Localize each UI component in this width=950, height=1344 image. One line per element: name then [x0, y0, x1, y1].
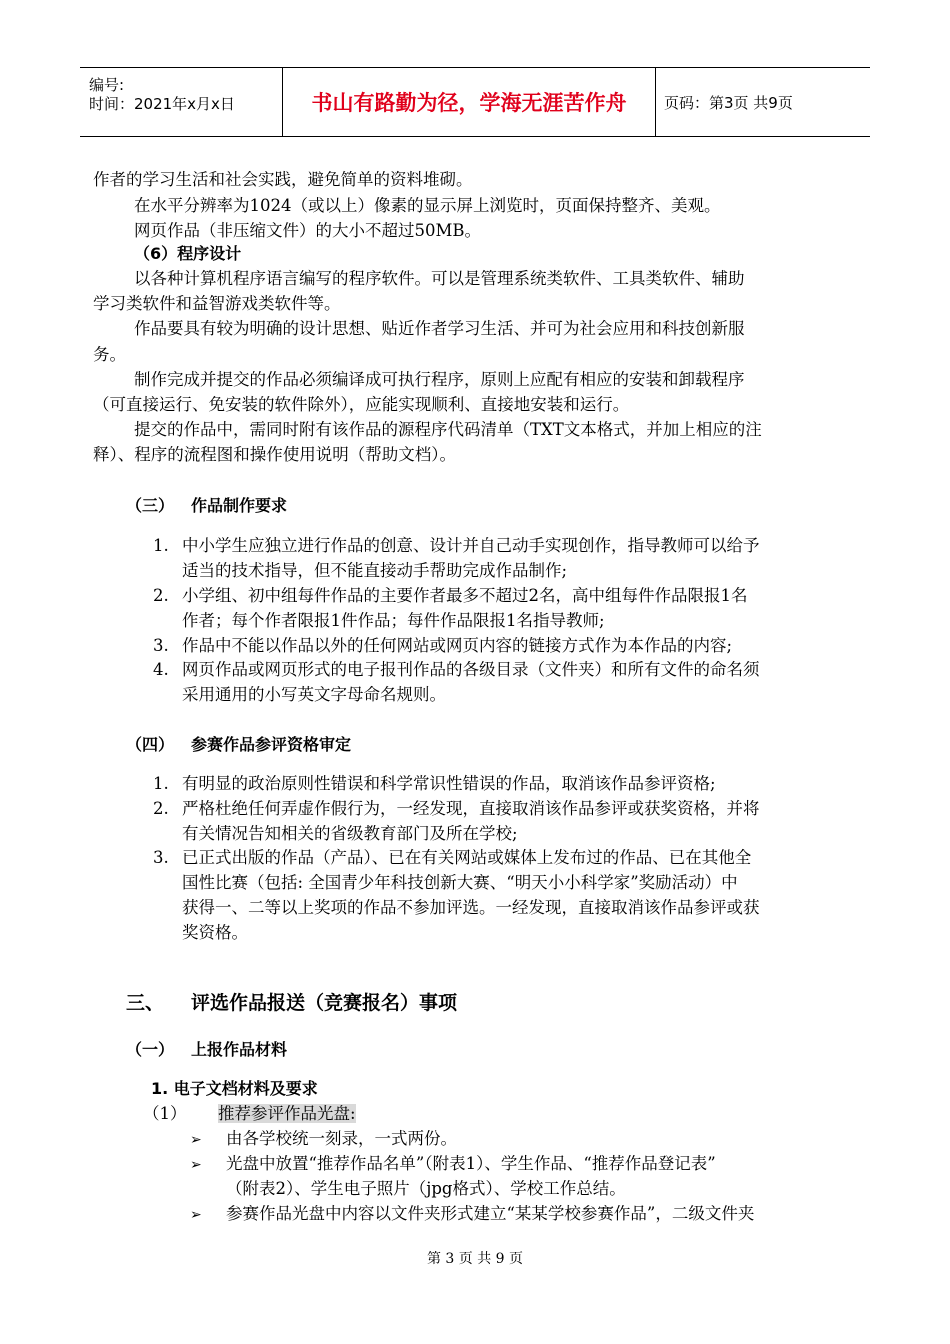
chapter-title: 评选作品报送（竞赛报名）事项 [191, 992, 458, 1014]
list-item: 严格杜绝任何弄虚作假行为，一经发现，直接取消该作品参评或获奖资格，并将 [182, 799, 760, 818]
section-number: （四） [126, 735, 175, 754]
list-item: 采用通用的小写英文字母命名规则。 [182, 685, 446, 704]
section-title: 作品制作要求 [191, 496, 288, 515]
bullet-item: 光盘中放置“推荐作品名单”（附表1）、学生作品、“推荐作品登记表” [226, 1154, 716, 1173]
page-header [80, 67, 870, 137]
chapter-number: 三、 [126, 992, 165, 1014]
list-item: 已正式出版的作品（产品）、已在有关网站或媒体上发布过的作品、已在其他全 [182, 848, 752, 867]
section-number: （三） [126, 496, 175, 515]
bullet-arrow-icon: ➢ [190, 1207, 202, 1223]
list-number: 3. [153, 848, 169, 867]
section-title: 上报作品材料 [191, 1040, 288, 1059]
paragraph: 作品要具有较为明确的设计思想、贴近作者学习生活、并可为社会应用和科技创新服 [134, 319, 745, 338]
list-item: 中小学生应独立进行作品的创意、设计并自己动手实现创作，指导教师可以给予 [182, 536, 760, 555]
item-number: （1） [143, 1104, 187, 1123]
header-page-info: 页码：第3页 共9页 [664, 93, 793, 112]
paragraph: （可直接运行、免安装的软件除外），应能实现顺利、直接地安装和运行。 [93, 395, 630, 414]
list-item: 获得一、二等以上奖项的作品不参加评选。一经发现，直接取消该作品参评或获 [182, 898, 760, 917]
list-item: 作者；每个作者限报1件作品；每件作品限报1名指导教师; [182, 611, 605, 630]
page-footer: 第 3 页 共 9 页 [426, 1251, 524, 1267]
bullet-item: 由各学校统一刻录，一式两份。 [226, 1129, 457, 1148]
paragraph: 学习类软件和益智游戏类软件等。 [93, 294, 341, 313]
paragraph: 作者的学习生活和社会实践，避免简单的资料堆砌。 [93, 170, 473, 189]
list-item: 小学组、初中组每件作品的主要作者最多不超过2名，高中组每件作品限报1名 [182, 586, 748, 605]
list-number: 1. [153, 774, 169, 793]
section-number: （一） [126, 1040, 175, 1059]
bullet-item: 参赛作品光盘中内容以文件夹形式建立“某某学校参赛作品”，二级文件夹 [226, 1204, 755, 1223]
paragraph: 制作完成并提交的作品必须编译成可执行程序，原则上应配有相应的安装和卸载程序 [134, 370, 745, 389]
list-item: 奖资格。 [182, 923, 248, 942]
paragraph: 提交的作品中，需同时附有该作品的源程序代码清单（TXT文本格式，并加上相应的注 [134, 420, 762, 439]
list-number: 2. [153, 799, 169, 818]
bullet-arrow-icon: ➢ [190, 1132, 202, 1148]
paragraph: 务。 [93, 345, 126, 364]
list-number: 2. [153, 586, 169, 605]
section-title: 参赛作品参评资格审定 [191, 735, 352, 754]
paragraph: 以各种计算机程序语言编写的程序软件。可以是管理系统类软件、工具类软件、辅助 [134, 269, 745, 288]
highlighted-text: 推荐参评作品光盘: [218, 1104, 356, 1123]
list-item: 适当的技术指导，但不能直接动手帮助完成作品制作; [182, 561, 568, 580]
list-number: 3. [153, 636, 169, 655]
list-item: 网页作品或网页形式的电子报刊作品的各级目录（文件夹）和所有文件的命名须 [182, 660, 760, 679]
number-label: 编号: [89, 76, 125, 94]
bullet-arrow-icon: ➢ [190, 1157, 202, 1173]
header-meta [80, 68, 283, 136]
subheading: （6）程序设计 [134, 244, 242, 263]
header-motto: 书山有路勤为径，学海无涯苦作舟 [283, 68, 656, 136]
list-number: 4. [153, 660, 169, 679]
list-item: 国性比赛（包括: 全国青少年科技创新大赛、“明天小小科学家”奖励活动）中 [182, 873, 738, 892]
paragraph: 在水平分辨率为1024（或以上）像素的显示屏上浏览时，页面保持整齐、美观。 [134, 196, 721, 215]
list-item: 有明显的政治原则性错误和科学常识性错误的作品，取消该作品参评资格; [182, 774, 716, 793]
bullet-item: （附表2）、学生电子照片（jpg格式）、学校工作总结。 [226, 1179, 626, 1198]
list-item: 有关情况告知相关的省级教育部门及所在学校; [182, 824, 518, 843]
list-number: 1. [153, 536, 169, 555]
item-heading: 1. 电子文档材料及要求 [151, 1079, 318, 1098]
paragraph: 释）、程序的流程图和操作使用说明（帮助文档）。 [93, 445, 456, 464]
list-item: 作品中不能以作品以外的任何网站或网页内容的链接方式作为本作品的内容; [182, 636, 733, 655]
paragraph: 网页作品（非压缩文件）的大小不超过50MB。 [134, 221, 482, 240]
item-title [218, 1106, 356, 1123]
time-label: 时间：2021年x月x日 [89, 95, 235, 113]
